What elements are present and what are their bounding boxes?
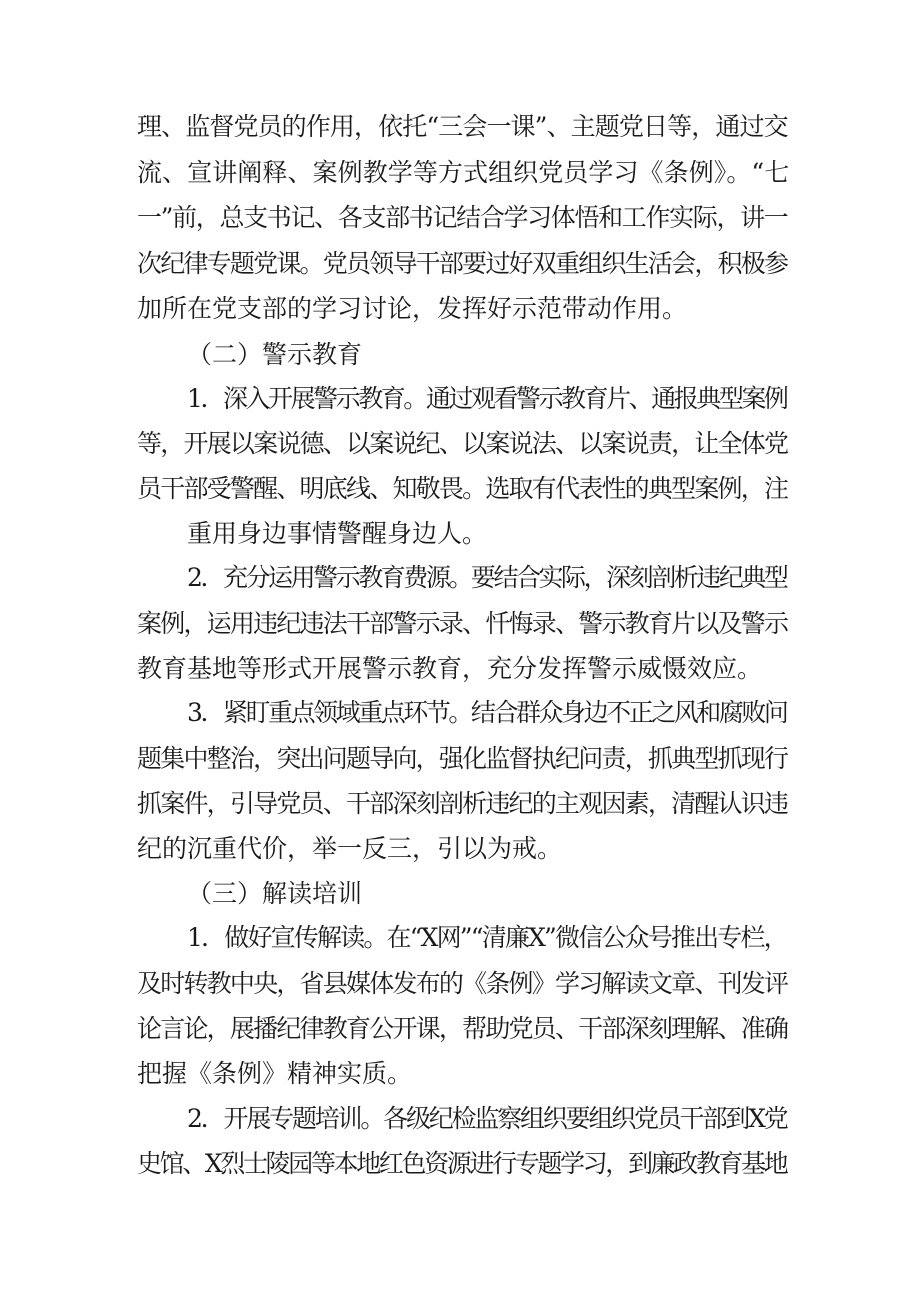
paragraph-line: 重用身边事情警醒身边人。 — [187, 519, 488, 548]
paragraph-line: 纪的沉重代价，举一反三，引以为戒。 — [137, 834, 563, 863]
paragraph-line: 论言论，展播纪律教育公开课，帮助党员、干部深刻理解、准确 — [137, 1014, 788, 1043]
paragraph-line: 抓案件，引导党员、干部深刻剖析违纪的主观因素，清醒认识违 — [137, 789, 788, 818]
paragraph-line: 3．紧盯重点领域重点环节。结合群众身边不正之风和腐败问 — [187, 698, 787, 727]
paragraph-line: 流、宣讲阐释、案例教学等方式组织党员学习《条例》。“七 — [137, 158, 790, 187]
paragraph-line: 史馆、X烈士陵园等本地红色资源进行专题学习，到廉政教育基地 — [137, 1149, 787, 1178]
paragraph-line: 员干部受警醒、明底线、知敬畏。选取有代表性的典型案例，注 — [137, 474, 788, 503]
paragraph-line: 及时转教中央，省县媒体发布的《条例》学习解读文章、刊发评 — [137, 969, 788, 998]
section-heading: （三）解读培训 — [187, 879, 363, 908]
paragraph-line: 加所在党支部的学习讨论，发挥好示范带动作用。 — [137, 294, 688, 323]
paragraph-line: 2．充分运用警示教育费源。要结合实际，深刻剖析违纪典型 — [187, 563, 787, 592]
paragraph-line: 1．深入开展警示教育。通过观看警示教育片、通报典型案例 — [187, 384, 787, 413]
paragraph-line: 把握《条例》精神实质。 — [137, 1059, 413, 1088]
paragraph-line: 次纪律专题党课。党员领导干部要过好双重组织生活会，积极参 — [137, 249, 788, 278]
paragraph-line: 理、监督党员的作用，依托“三会一课”、主题党日等，通过交 — [137, 112, 788, 141]
paragraph-line: 等，开展以案说德、以案说纪、以案说法、以案说责，让全体党 — [137, 429, 788, 458]
paragraph-line: 题集中整治，突出问题导向，强化监督执纪问责，抓典型抓现行 — [137, 744, 788, 773]
paragraph-line: 教育基地等形式开展警示教育，充分发挥警示威慑效应。 — [137, 654, 763, 683]
paragraph-line: 2．开展专题培训。各级纪检监察组织要组织党员干部到X党 — [187, 1104, 787, 1133]
paragraph-line: 案例，运用违纪违法干部警示录、忏悔录、警示教育片以及警示 — [137, 609, 788, 638]
paragraph-line: 一”前，总支书记、各支部书记结合学习体悟和工作实际，讲一 — [137, 203, 788, 232]
section-heading: （二）警示教育 — [187, 340, 363, 369]
paragraph-line: 1．做好宣传解读。在“X网”“清廉X”微信公众号推出专栏， — [187, 923, 787, 952]
